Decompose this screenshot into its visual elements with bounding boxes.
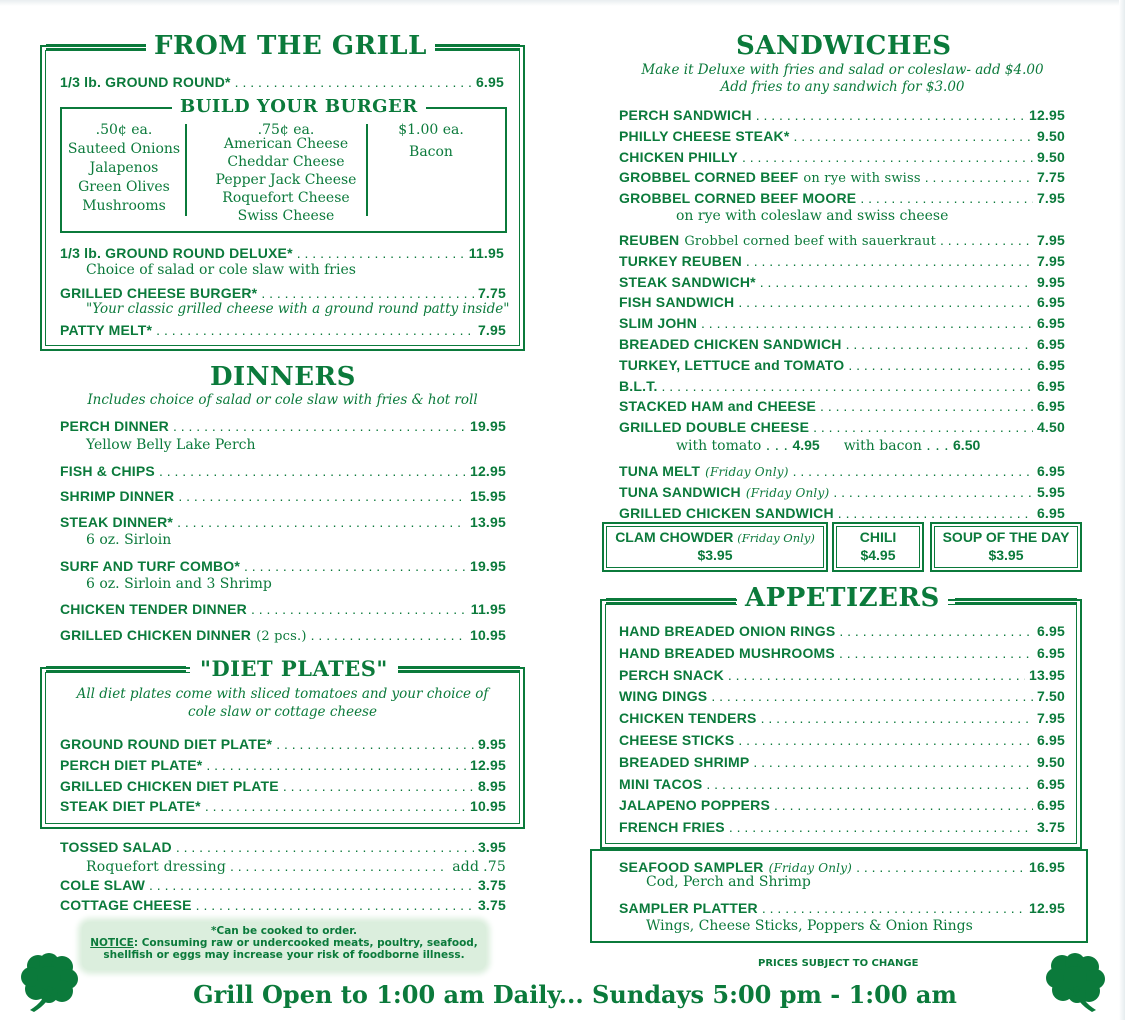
menu-item: GRILLED DOUBLE CHEESE . . . 4.50 <box>619 419 1065 435</box>
menu-item: GROBBEL CORNED BEEF on rye with swiss . . . 7.75 <box>619 169 1065 186</box>
menu-item: HAND BREADED MUSHROOMS . . . 6.95 <box>619 645 1065 661</box>
appetizers-title-rule-left <box>606 598 736 604</box>
item-description: on rye with coleslaw and swiss cheese <box>676 208 949 224</box>
menu-item: GRILLED CHICKEN DIET PLATE . . . 8.95 <box>60 778 506 794</box>
menu-item: PERCH SANDWICH . . . 12.95 <box>619 107 1065 123</box>
menu-item: MINI TACOS . . . 6.95 <box>619 776 1065 792</box>
topping-col-100: $1.00 ea. Bacon <box>398 122 464 160</box>
diet-plates-title: "DIET PLATES" <box>190 656 398 681</box>
dinners-title: DINNERS <box>210 362 356 392</box>
menu-item: BREADED SHRIMP . . . 9.50 <box>619 754 1065 770</box>
menu-item: STACKED HAM and CHEESE . . . 6.95 <box>619 398 1065 414</box>
menu-item: REUBEN Grobbel corned beef with sauerkraut . . . 7.95 <box>619 232 1065 249</box>
diet-title-rule-left <box>46 666 186 672</box>
menu-item: COTTAGE CHEESE . . . 3.75 <box>60 897 506 913</box>
topping-col-50: .50¢ ea. Sauteed Onions Jalapenos Green Olives Mushrooms <box>67 122 181 214</box>
menu-item: STEAK SANDWICH* . . . 9.95 <box>619 274 1065 290</box>
topping-divider <box>366 124 368 216</box>
shamrock-icon <box>1042 950 1108 1012</box>
topping-divider <box>185 124 187 216</box>
grill-title-rule-left <box>46 44 146 50</box>
menu-item: HAND BREADED ONION RINGS . . . 6.95 <box>619 623 1065 639</box>
menu-item: TUNA MELT (Friday Only) . . . 6.95 <box>619 463 1065 479</box>
menu-item: TURKEY, LETTUCE and TOMATO . . . 6.95 <box>619 357 1065 373</box>
menu-item: FISH SANDWICH . . . 6.95 <box>619 294 1065 310</box>
item-description: "Your classic grilled cheese with a ground round patty inside" <box>86 301 510 317</box>
menu-item: CHICKEN TENDERS . . . 7.95 <box>619 710 1065 726</box>
menu-item: SEAFOOD SAMPLER (Friday Only) . . . 16.95 <box>619 859 1065 875</box>
sandwiches-subtitle: Add fries to any sandwich for $3.00 <box>720 79 965 95</box>
menu-item: PERCH DIET PLATE* . . . 12.95 <box>60 757 506 773</box>
build-burger-title: BUILD YOUR BURGER <box>172 96 426 117</box>
sandwiches-title: SANDWICHES <box>736 31 952 61</box>
menu-item: TUNA SANDWICH (Friday Only) . . . 5.95 <box>619 484 1065 500</box>
menu-item: BREADED CHICKEN SANDWICH . . . 6.95 <box>619 336 1065 352</box>
item-description: Cod, Perch and Shrimp <box>646 874 811 890</box>
double-cheese-options: with tomato . . . 4.95 with bacon . . . 6.50 <box>676 437 981 454</box>
menu-item: CHICKEN TENDER DINNER . . . 11.95 <box>60 601 506 617</box>
page-edge-right <box>1119 0 1125 1020</box>
menu-item: GROBBEL CORNED BEEF MOORE . . . 7.95 <box>619 190 1065 206</box>
menu-item: COLE SLAW . . . 3.75 <box>60 877 506 893</box>
page-edge-top <box>0 0 1125 6</box>
menu-item: PATTY MELT* . . . 7.95 <box>60 322 506 338</box>
menu-item: PHILLY CHEESE STEAK* . . . 9.50 <box>619 128 1065 144</box>
menu-item: GRILLED CHICKEN DINNER (2 pcs.) . . . 10.95 <box>60 627 506 644</box>
menu-item: PERCH DINNER . . . 19.95 <box>60 418 506 434</box>
menu-item: FRENCH FRIES . . . 3.75 <box>619 819 1065 835</box>
item-description: Yellow Belly Lake Perch <box>86 437 256 453</box>
item-description: 6 oz. Sirloin and 3 Shrimp <box>86 576 272 592</box>
menu-item: SHRIMP DINNER . . . 15.95 <box>60 488 506 504</box>
soup-box-chili: CHILI $4.95 <box>832 522 924 572</box>
menu-item: 1/3 lb. GROUND ROUND DELUXE* . . . 11.95 <box>60 245 504 261</box>
menu-item: 1/3 lb. GROUND ROUND* . . . 6.95 <box>60 74 504 90</box>
dinners-subtitle: Includes choice of salad or cole slaw with fries & hot roll <box>87 392 478 408</box>
menu-item: B.L.T. . . . 6.95 <box>619 378 1065 394</box>
menu-item: SAMPLER PLATTER . . . 12.95 <box>619 900 1065 916</box>
menu-item: CHEESE STICKS . . . 6.95 <box>619 732 1065 748</box>
menu-item: Roquefort dressing . . . add .75 <box>86 858 506 875</box>
prices-note: PRICES SUBJECT TO CHANGE <box>758 958 919 969</box>
menu-item: FISH & CHIPS . . . 12.95 <box>60 463 506 479</box>
grill-title-rule-right <box>432 44 520 50</box>
topping-col-75: .75¢ ea. American Cheese Cheddar Cheese Pepper Jack Cheese Roquefort Cheese Swiss Cheese <box>215 122 357 224</box>
menu-item: PERCH SNACK . . . 13.95 <box>619 667 1065 683</box>
grill-title: FROM THE GRILL <box>146 31 435 61</box>
menu-item: SLIM JOHN . . . 6.95 <box>619 315 1065 331</box>
appetizers-title: APPETIZERS <box>737 583 948 613</box>
menu-item: JALAPENO POPPERS . . . 6.95 <box>619 797 1065 813</box>
diet-subtitle: All diet plates come with sliced tomatoes and your choice of <box>76 686 489 702</box>
diet-subtitle: cole slaw or cottage cheese <box>188 704 377 720</box>
shamrock-icon <box>18 950 84 1012</box>
soup-box-clam-chowder: CLAM CHOWDER (Friday Only) $3.95 <box>602 522 828 572</box>
menu-item: TOSSED SALAD . . . 3.95 <box>60 839 506 855</box>
menu-item: STEAK DINNER* . . . 13.95 <box>60 514 506 530</box>
soup-box-soup-of-the-day: SOUP OF THE DAY $3.95 <box>930 522 1082 572</box>
appetizers-title-rule-right <box>955 598 1077 604</box>
menu-item: TURKEY REUBEN . . . 7.95 <box>619 253 1065 269</box>
hours-footer: Grill Open to 1:00 am Daily... Sundays 5:00 pm - 1:00 am <box>193 980 957 1009</box>
menu-item: STEAK DIET PLATE* . . . 10.95 <box>60 798 506 814</box>
menu-item: GRILLED CHICKEN SANDWICH . . . 6.95 <box>619 505 1065 521</box>
diet-title-rule-right <box>384 666 520 672</box>
item-description: Choice of salad or cole slaw with fries <box>86 262 356 278</box>
menu-item: WING DINGS . . . 7.50 <box>619 688 1065 704</box>
menu-item: CHICKEN PHILLY . . . 9.50 <box>619 149 1065 165</box>
item-description: 6 oz. Sirloin <box>86 532 172 548</box>
menu-item: GROUND ROUND DIET PLATE* . . . 9.95 <box>60 736 506 752</box>
sandwiches-subtitle: Make it Deluxe with fries and salad or coleslaw- add $4.00 <box>641 62 1044 78</box>
menu-item: SURF AND TURF COMBO* . . . 19.95 <box>60 558 506 574</box>
item-description: Wings, Cheese Sticks, Poppers & Onion Rings <box>646 918 973 934</box>
menu-item: GRILLED CHEESE BURGER* . . . 7.75 <box>60 285 506 301</box>
food-safety-notice: *Can be cooked to order. NOTICE: Consuming raw or undercooked meats, poultry, seafood, shellfish or eggs may increase your risk of foodborne illness. <box>82 922 486 970</box>
